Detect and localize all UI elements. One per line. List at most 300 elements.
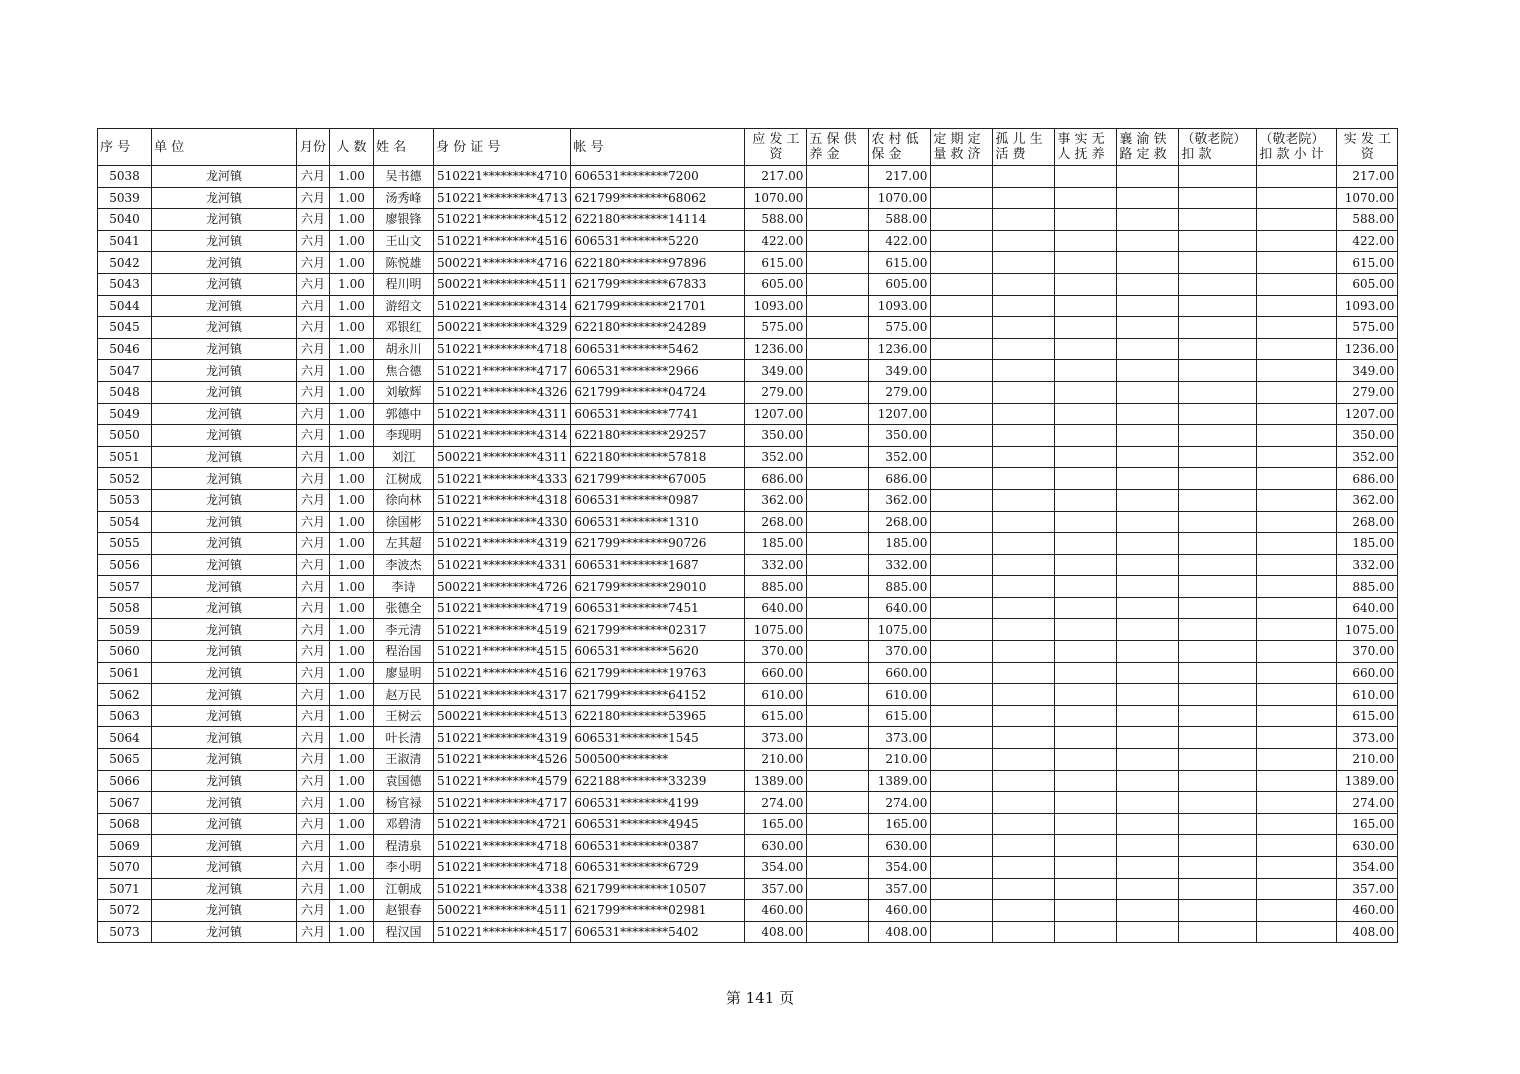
cell-payable: 1093.00 [745,295,807,317]
cell-dibao: 408.00 [869,921,931,943]
cell-dingliang [931,619,993,641]
cell-guer [993,813,1055,835]
cell-count: 1.00 [330,641,374,663]
cell-count: 1.00 [330,317,374,339]
cell-guer [993,425,1055,447]
cell-name: 张德全 [374,597,434,619]
cell-dingliang [931,295,993,317]
cell-month: 六月 [297,619,330,641]
header-actual: 实 发 工 资 [1337,129,1398,166]
cell-shishi [1055,705,1117,727]
cell-account: 621799********02981 [571,900,745,922]
cell-shishi [1055,878,1117,900]
cell-actual: 1207.00 [1337,403,1398,425]
cell-account: 621799********67833 [571,273,745,295]
cell-shishi [1055,576,1117,598]
cell-name: 邓碧清 [374,813,434,835]
cell-guer [993,857,1055,879]
cell-wubao [807,209,869,231]
cell-payable: 885.00 [745,576,807,598]
table-row [98,641,1398,663]
cell-account: 606531********4199 [571,792,745,814]
cell-account: 606531********5462 [571,338,745,360]
cell-count: 1.00 [330,727,374,749]
cell-wubao [807,835,869,857]
cell-name: 李现明 [374,425,434,447]
cell-actual: 1093.00 [1337,295,1398,317]
cell-dingliang [931,770,993,792]
cell-shishi [1055,317,1117,339]
cell-name: 叶长清 [374,727,434,749]
cell-id: 510221*********4317 [434,684,571,706]
cell-seq: 5070 [98,857,152,879]
cell-wubao [807,425,869,447]
cell-dingliang [931,489,993,511]
cell-jly-sub [1257,360,1337,382]
cell-jly-kou [1179,900,1257,922]
cell-dingliang [931,360,993,382]
cell-unit: 龙河镇 [152,489,297,511]
cell-month: 六月 [297,338,330,360]
cell-shishi [1055,381,1117,403]
cell-seq: 5057 [98,576,152,598]
cell-id: 500221*********4511 [434,273,571,295]
page-number: 第 141 页 [725,989,795,1007]
cell-wubao [807,641,869,663]
cell-unit: 龙河镇 [152,878,297,900]
cell-id: 510221*********4719 [434,597,571,619]
cell-guer [993,511,1055,533]
cell-unit: 龙河镇 [152,554,297,576]
cell-count: 1.00 [330,835,374,857]
cell-id: 510221*********4579 [434,770,571,792]
cell-seq: 5048 [98,381,152,403]
cell-jly-kou [1179,813,1257,835]
cell-unit: 龙河镇 [152,813,297,835]
cell-account: 621799********68062 [571,187,745,209]
cell-count: 1.00 [330,273,374,295]
header-shishi: 事 实 无 人 抚 养 [1055,129,1117,166]
cell-count: 1.00 [330,554,374,576]
cell-name: 程川明 [374,273,434,295]
cell-actual: 165.00 [1337,813,1398,835]
cell-seq: 5041 [98,230,152,252]
cell-name: 游绍文 [374,295,434,317]
cell-jly-sub [1257,209,1337,231]
cell-id: 510221*********4516 [434,230,571,252]
cell-jly-sub [1257,857,1337,879]
cell-xiangyu [1117,792,1179,814]
cell-jly-sub [1257,317,1337,339]
cell-jly-sub [1257,166,1337,188]
cell-id: 510221*********4526 [434,749,571,771]
cell-payable: 357.00 [745,878,807,900]
table-row [98,900,1398,922]
cell-payable: 408.00 [745,921,807,943]
cell-unit: 龙河镇 [152,533,297,555]
cell-account: 622180********57818 [571,446,745,468]
cell-id: 510221*********4515 [434,641,571,663]
cell-xiangyu [1117,554,1179,576]
cell-count: 1.00 [330,209,374,231]
cell-guer [993,705,1055,727]
cell-jly-sub [1257,554,1337,576]
cell-account: 606531********1687 [571,554,745,576]
cell-unit: 龙河镇 [152,641,297,663]
header-payable: 应 发 工 资 [745,129,807,166]
cell-dibao: 332.00 [869,554,931,576]
cell-wubao [807,857,869,879]
cell-jly-kou [1179,360,1257,382]
cell-payable: 370.00 [745,641,807,663]
cell-payable: 268.00 [745,511,807,533]
cell-actual: 605.00 [1337,273,1398,295]
cell-jly-sub [1257,187,1337,209]
cell-shishi [1055,468,1117,490]
cell-name: 袁国德 [374,770,434,792]
cell-name: 胡永川 [374,338,434,360]
cell-shishi [1055,187,1117,209]
cell-jly-sub [1257,835,1337,857]
cell-seq: 5061 [98,662,152,684]
cell-jly-sub [1257,576,1337,598]
cell-payable: 279.00 [745,381,807,403]
cell-count: 1.00 [330,511,374,533]
table-row [98,749,1398,771]
cell-seq: 5064 [98,727,152,749]
cell-payable: 422.00 [745,230,807,252]
cell-account: 606531********4945 [571,813,745,835]
cell-month: 六月 [297,381,330,403]
cell-xiangyu [1117,209,1179,231]
cell-unit: 龙河镇 [152,749,297,771]
cell-unit: 龙河镇 [152,209,297,231]
header-jly-kou: （敬老院） 扣 款 [1179,129,1257,166]
cell-unit: 龙河镇 [152,576,297,598]
table-row [98,187,1398,209]
cell-account: 606531********5402 [571,921,745,943]
cell-wubao [807,900,869,922]
cell-unit: 龙河镇 [152,662,297,684]
cell-account: 621799********67005 [571,468,745,490]
cell-count: 1.00 [330,446,374,468]
cell-xiangyu [1117,360,1179,382]
cell-actual: 615.00 [1337,252,1398,274]
cell-xiangyu [1117,641,1179,663]
cell-wubao [807,403,869,425]
cell-guer [993,619,1055,641]
cell-seq: 5071 [98,878,152,900]
cell-account: 606531********5220 [571,230,745,252]
cell-actual: 349.00 [1337,360,1398,382]
cell-shishi [1055,360,1117,382]
cell-guer [993,489,1055,511]
cell-unit: 龙河镇 [152,446,297,468]
cell-month: 六月 [297,770,330,792]
cell-wubao [807,749,869,771]
cell-account: 621799********21701 [571,295,745,317]
cell-month: 六月 [297,295,330,317]
cell-jly-sub [1257,533,1337,555]
cell-shishi [1055,597,1117,619]
cell-jly-sub [1257,705,1337,727]
cell-unit: 龙河镇 [152,857,297,879]
cell-payable: 349.00 [745,360,807,382]
cell-xiangyu [1117,835,1179,857]
cell-payable: 610.00 [745,684,807,706]
cell-wubao [807,662,869,684]
cell-jly-sub [1257,619,1337,641]
cell-dibao: 185.00 [869,533,931,555]
cell-guer [993,230,1055,252]
cell-unit: 龙河镇 [152,381,297,403]
cell-xiangyu [1117,900,1179,922]
cell-xiangyu [1117,295,1179,317]
cell-dingliang [931,381,993,403]
cell-month: 六月 [297,166,330,188]
cell-actual: 885.00 [1337,576,1398,598]
cell-dibao: 373.00 [869,727,931,749]
cell-month: 六月 [297,597,330,619]
cell-actual: 354.00 [1337,857,1398,879]
cell-account: 606531********6729 [571,857,745,879]
cell-actual: 615.00 [1337,705,1398,727]
cell-dibao: 274.00 [869,792,931,814]
cell-account: 621799********29010 [571,576,745,598]
cell-dibao: 630.00 [869,835,931,857]
cell-month: 六月 [297,446,330,468]
cell-guer [993,576,1055,598]
cell-unit: 龙河镇 [152,403,297,425]
cell-payable: 210.00 [745,749,807,771]
cell-unit: 龙河镇 [152,770,297,792]
cell-xiangyu [1117,252,1179,274]
cell-guer [993,554,1055,576]
table-row [98,317,1398,339]
cell-shishi [1055,921,1117,943]
cell-payable: 274.00 [745,792,807,814]
cell-payable: 460.00 [745,900,807,922]
cell-month: 六月 [297,749,330,771]
cell-seq: 5052 [98,468,152,490]
cell-seq: 5068 [98,813,152,835]
cell-seq: 5066 [98,770,152,792]
cell-name: 吴书德 [374,166,434,188]
cell-payable: 630.00 [745,835,807,857]
cell-jly-sub [1257,468,1337,490]
cell-seq: 5058 [98,597,152,619]
cell-actual: 1070.00 [1337,187,1398,209]
cell-count: 1.00 [330,597,374,619]
cell-count: 1.00 [330,792,374,814]
cell-xiangyu [1117,597,1179,619]
cell-seq: 5069 [98,835,152,857]
table-row [98,489,1398,511]
cell-name: 杨官禄 [374,792,434,814]
cell-count: 1.00 [330,425,374,447]
cell-xiangyu [1117,684,1179,706]
cell-unit: 龙河镇 [152,252,297,274]
cell-jly-sub [1257,446,1337,468]
cell-account: 622180********53965 [571,705,745,727]
cell-month: 六月 [297,857,330,879]
cell-jly-sub [1257,403,1337,425]
cell-seq: 5047 [98,360,152,382]
cell-month: 六月 [297,576,330,598]
table-row [98,878,1398,900]
cell-jly-sub [1257,813,1337,835]
cell-guer [993,533,1055,555]
cell-count: 1.00 [330,749,374,771]
cell-dibao: 615.00 [869,705,931,727]
table-row [98,338,1398,360]
cell-dibao: 350.00 [869,425,931,447]
cell-name: 廖显明 [374,662,434,684]
cell-actual: 370.00 [1337,641,1398,663]
cell-xiangyu [1117,403,1179,425]
cell-wubao [807,187,869,209]
cell-jly-kou [1179,770,1257,792]
cell-jly-kou [1179,338,1257,360]
cell-jly-sub [1257,684,1337,706]
cell-id: 510221*********4718 [434,857,571,879]
cell-xiangyu [1117,662,1179,684]
cell-jly-kou [1179,468,1257,490]
cell-shishi [1055,511,1117,533]
cell-xiangyu [1117,727,1179,749]
cell-payable: 1070.00 [745,187,807,209]
cell-xiangyu [1117,381,1179,403]
cell-dingliang [931,641,993,663]
cell-month: 六月 [297,727,330,749]
cell-wubao [807,921,869,943]
cell-guer [993,727,1055,749]
cell-payable: 1236.00 [745,338,807,360]
cell-wubao [807,792,869,814]
cell-xiangyu [1117,511,1179,533]
cell-actual: 373.00 [1337,727,1398,749]
cell-unit: 龙河镇 [152,468,297,490]
cell-guer [993,403,1055,425]
cell-unit: 龙河镇 [152,338,297,360]
cell-count: 1.00 [330,230,374,252]
cell-dingliang [931,166,993,188]
cell-name: 徐国彬 [374,511,434,533]
cell-jly-kou [1179,835,1257,857]
cell-count: 1.00 [330,619,374,641]
cell-id: 510221*********4319 [434,533,571,555]
cell-id: 510221*********4512 [434,209,571,231]
cell-guer [993,273,1055,295]
cell-dingliang [931,533,993,555]
cell-dingliang [931,511,993,533]
cell-seq: 5039 [98,187,152,209]
cell-count: 1.00 [330,187,374,209]
cell-month: 六月 [297,878,330,900]
cell-count: 1.00 [330,252,374,274]
cell-month: 六月 [297,554,330,576]
cell-dibao: 1093.00 [869,295,931,317]
cell-dibao: 349.00 [869,360,931,382]
cell-shishi [1055,273,1117,295]
cell-xiangyu [1117,425,1179,447]
cell-payable: 615.00 [745,252,807,274]
header-dibao: 农 村 低 保 金 [869,129,931,166]
cell-jly-kou [1179,252,1257,274]
table-row [98,576,1398,598]
cell-dibao: 1389.00 [869,770,931,792]
cell-account: 621799********10507 [571,878,745,900]
cell-id: 510221*********4516 [434,662,571,684]
cell-name: 邓银红 [374,317,434,339]
cell-guer [993,317,1055,339]
cell-name: 李小明 [374,857,434,879]
cell-unit: 龙河镇 [152,727,297,749]
cell-dingliang [931,209,993,231]
cell-dingliang [931,921,993,943]
cell-seq: 5038 [98,166,152,188]
cell-month: 六月 [297,403,330,425]
cell-jly-kou [1179,533,1257,555]
table-row [98,511,1398,533]
cell-month: 六月 [297,187,330,209]
cell-dibao: 422.00 [869,230,931,252]
cell-unit: 龙河镇 [152,684,297,706]
cell-count: 1.00 [330,295,374,317]
cell-guer [993,878,1055,900]
header-unit: 单 位 [152,129,297,166]
cell-month: 六月 [297,705,330,727]
cell-dingliang [931,576,993,598]
cell-jly-kou [1179,749,1257,771]
cell-payable: 588.00 [745,209,807,231]
cell-dingliang [931,792,993,814]
cell-dingliang [931,252,993,274]
cell-dibao: 610.00 [869,684,931,706]
cell-payable: 332.00 [745,554,807,576]
cell-id: 500221*********4329 [434,317,571,339]
cell-id: 510221*********4717 [434,792,571,814]
cell-dingliang [931,662,993,684]
cell-actual: 422.00 [1337,230,1398,252]
cell-payable: 1207.00 [745,403,807,425]
cell-payable: 217.00 [745,166,807,188]
cell-guer [993,684,1055,706]
cell-jly-sub [1257,252,1337,274]
cell-actual: 357.00 [1337,878,1398,900]
cell-dibao: 217.00 [869,166,931,188]
cell-payable: 185.00 [745,533,807,555]
cell-dingliang [931,597,993,619]
cell-seq: 5053 [98,489,152,511]
cell-wubao [807,684,869,706]
cell-month: 六月 [297,209,330,231]
cell-shishi [1055,770,1117,792]
cell-jly-kou [1179,727,1257,749]
cell-count: 1.00 [330,166,374,188]
cell-jly-kou [1179,187,1257,209]
payroll-table [97,128,1398,943]
cell-name: 赵银春 [374,900,434,922]
table-row [98,792,1398,814]
header-id: 身 份 证 号 [434,129,571,166]
cell-wubao [807,230,869,252]
cell-actual: 1236.00 [1337,338,1398,360]
cell-guer [993,468,1055,490]
cell-month: 六月 [297,835,330,857]
cell-account: 606531********2966 [571,360,745,382]
cell-unit: 龙河镇 [152,597,297,619]
